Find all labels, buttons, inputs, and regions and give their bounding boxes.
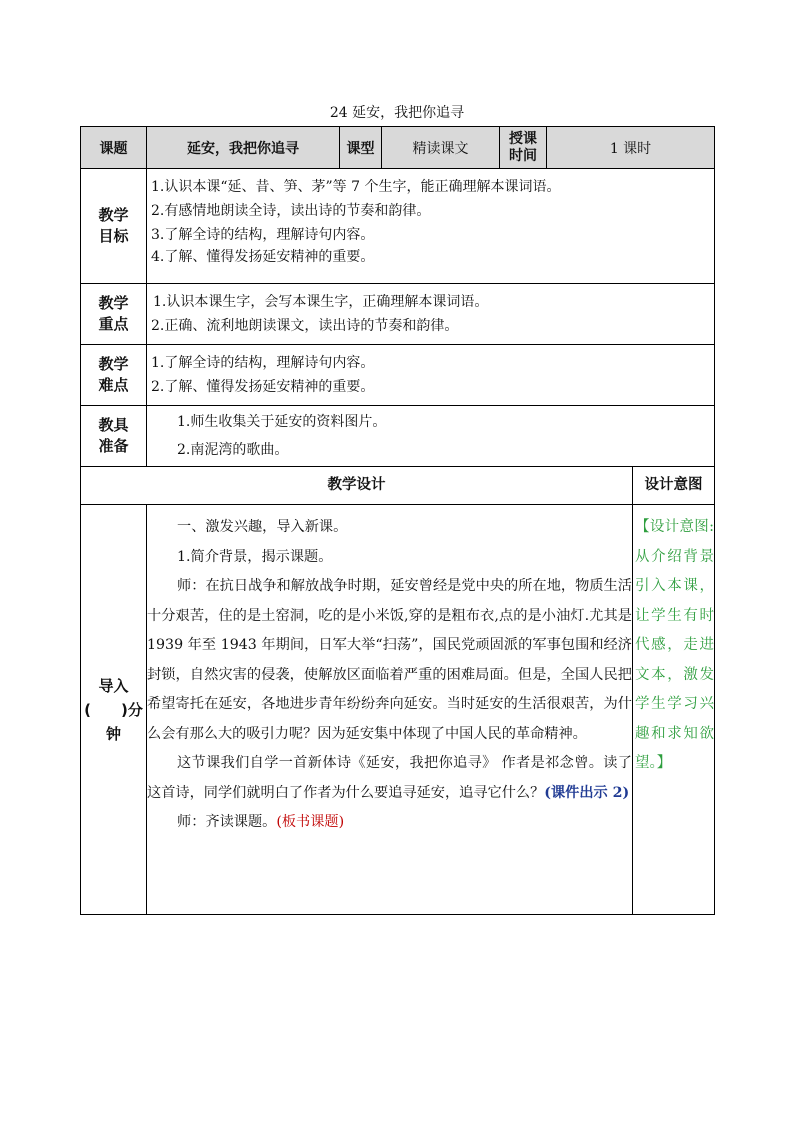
lead-in-label-line1: 导入 (98, 676, 129, 695)
keypoints-label-line1: 教学 (98, 294, 129, 312)
objective-item: 2.有感情地朗读全诗，读出诗的节奏和韵律。 (151, 203, 431, 219)
difficulties-content (147, 345, 715, 406)
materials-label (81, 406, 147, 467)
difficulties-label (81, 345, 147, 406)
lead-in-heading: 一、激发兴趣，导入新课。 (177, 519, 348, 535)
hours-label-line1: 授课 (509, 130, 537, 147)
intro-paragraph (147, 749, 632, 808)
board-note: (板书课题) (276, 814, 345, 830)
keypoint-item: 1.认识本课生字，会写本课生字，正确理解本课词语。 (153, 294, 489, 310)
lead-in-label-line3: 钟 (105, 724, 121, 743)
keypoints-row (81, 284, 715, 345)
objective-item: 1.认识本课“延、昔、笋、茅”等 7 个生字，能正确理解本课词语。 (151, 179, 561, 195)
hours-label (500, 127, 547, 169)
intent-text: 【设计意图:从介绍背景引入本课，让学生有时代感，走进文本，激发学生学习兴趣和求知欲望。】 (635, 519, 715, 771)
intro-text: 这节课我们自学一首新体诗《延安，我把你追寻》 作者是祁念曾。读了这首诗，同学们就明白了作者为什么要追寻延安，追寻它什么？ (147, 755, 632, 801)
keypoint-item: 2.正确、流利地朗读课文，读出诗的节奏和韵律。 (151, 318, 459, 334)
objectives-label (81, 169, 147, 284)
lead-in-step1: 1.简介背景，揭示课题。 (177, 548, 333, 565)
document-title: 24 延安，我把你追寻 (329, 105, 465, 121)
type-value: 精读课文 (382, 127, 500, 169)
lead-in-content (147, 505, 633, 915)
material-item: 1.师生收集关于延安的资料图片。 (177, 414, 387, 430)
design-header: 教学设计 (81, 467, 633, 505)
keypoints-label-line2: 重点 (98, 315, 129, 333)
materials-row (81, 406, 715, 467)
difficulty-item: 1.了解全诗的结构，理解诗句内容。 (151, 355, 375, 371)
objectives-content (147, 169, 715, 284)
type-label: 课型 (340, 127, 382, 169)
design-header-row (81, 467, 715, 505)
lead-in-label (81, 505, 147, 915)
topic-label: 课题 (81, 127, 147, 169)
hours-value: 1 课时 (547, 127, 715, 169)
hours-label-line2: 时间 (509, 147, 537, 164)
objectives-label-line2: 目标 (98, 227, 129, 245)
keypoints-label (81, 284, 147, 345)
difficulty-item: 2.了解、懂得发扬延安精神的重要。 (151, 379, 375, 395)
teacher-read-title (147, 808, 632, 838)
teacher-narration: 师：在抗日战争和解放战争时期，延安曾经是党中央的所在地，物质生活十分艰苦，住的是土窑洞，吃的是小米饭,穿的是粗布衣,点的是小油灯.尤其是 1939 年至 1943 年期间，日军大举“扫荡”，国民党顽固派的军事包围和经济封锁，自然灾害的侵袭，使解放区面临着严重的困难局面。但是，全国人民把希望寄托在延安，各地进步青年纷纷奔向延安。当时延安的生活很艰苦，为什么会有那么大的吸引力呢？因为延安集中体现了中国人民的革命精神。 (147, 578, 632, 742)
materials-label-line2: 准备 (98, 437, 129, 455)
difficulties-label-line2: 难点 (98, 376, 129, 394)
material-item: 2.南泥湾的歌曲。 (177, 442, 289, 458)
topic-value: 延安，我把你追寻 (147, 127, 340, 169)
header-row (81, 127, 715, 169)
courseware-note: (课件出示 2) (544, 784, 630, 801)
objectives-row (81, 169, 715, 284)
objective-item: 3.了解全诗的结构，理解诗句内容。 (151, 227, 375, 243)
objectives-label-line1: 教学 (98, 206, 129, 224)
materials-content (147, 406, 715, 467)
teacher-read-title-text: 师：齐读课题。 (177, 814, 277, 830)
objective-item: 4.了解、懂得发扬延安精神的重要。 (151, 249, 375, 265)
difficulties-label-line1: 教学 (98, 355, 129, 373)
difficulties-row (81, 345, 715, 406)
lesson-plan-table (80, 126, 715, 915)
intent-header: 设计意图 (633, 467, 715, 505)
lead-in-intent (633, 505, 715, 915)
materials-label-line1: 教具 (98, 416, 129, 434)
keypoints-content (147, 284, 715, 345)
lead-in-label-line2: ( )分 (84, 700, 143, 719)
lead-in-row (81, 505, 715, 915)
